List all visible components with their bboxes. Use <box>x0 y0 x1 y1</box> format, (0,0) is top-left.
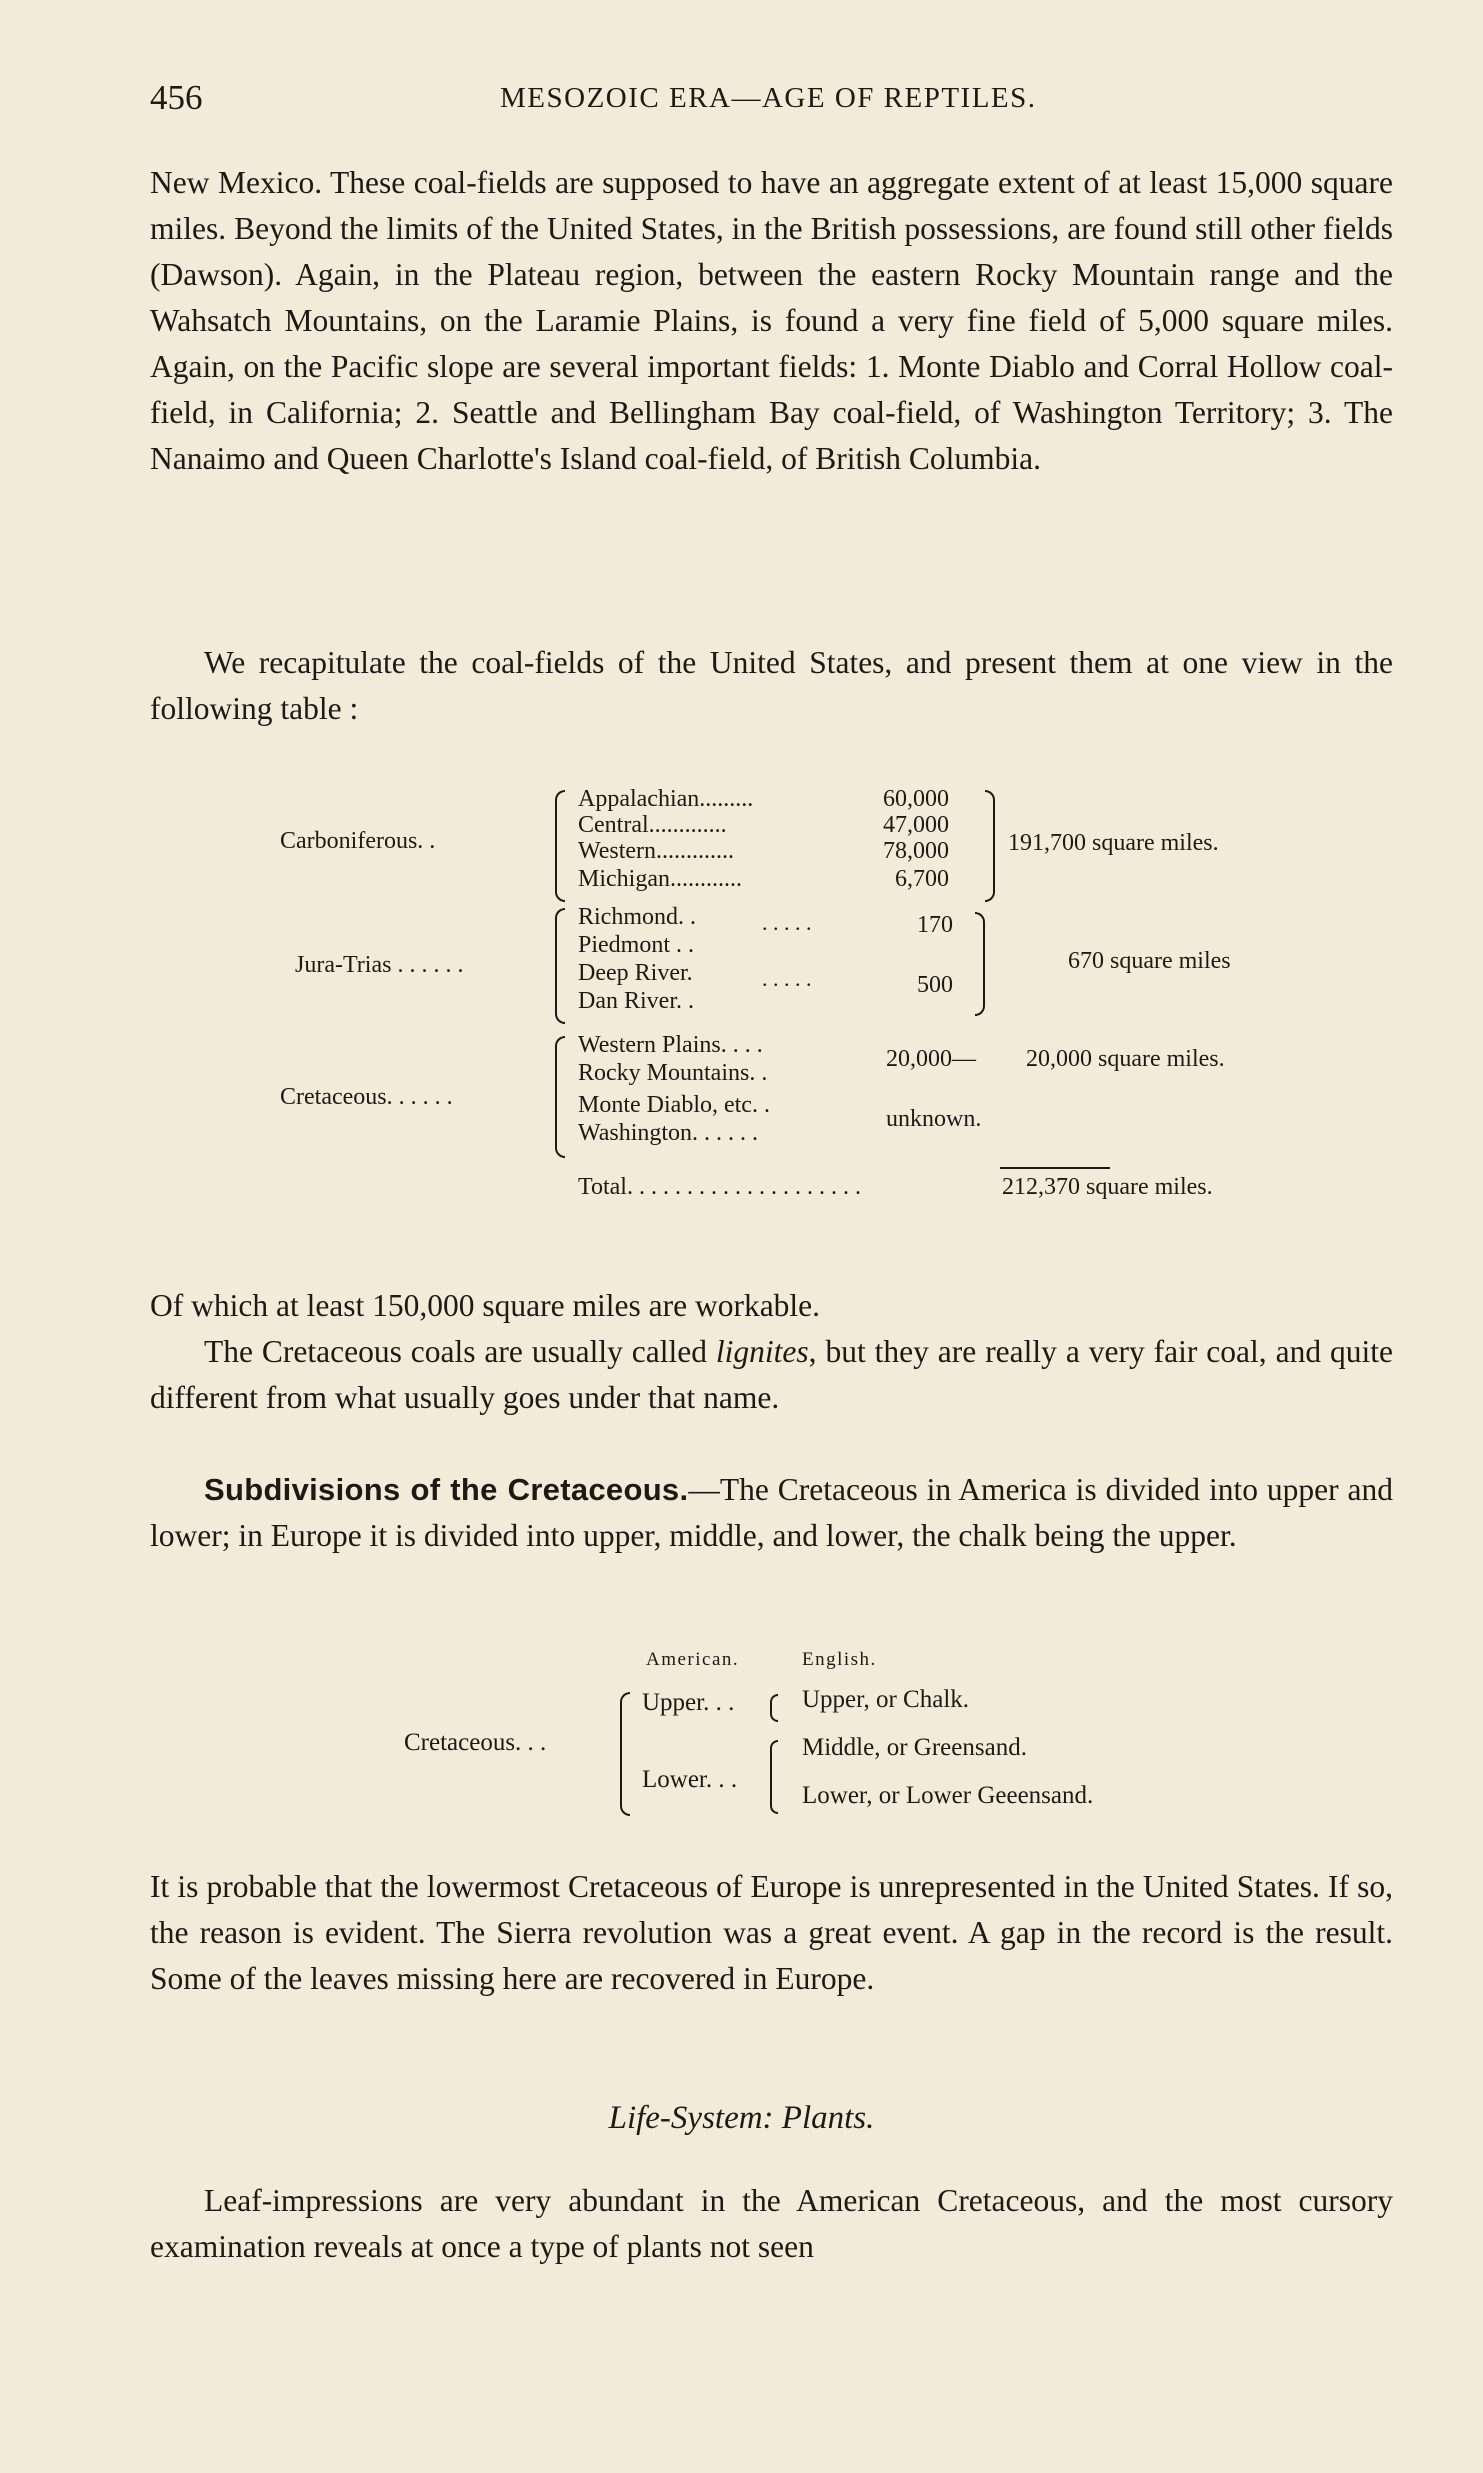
left-brace-jura-trias <box>555 908 565 1024</box>
section-title: Life-System: Plants. <box>608 2100 875 2136</box>
column-header-american: American. <box>646 1649 740 1670</box>
right-brace-jura-trias <box>975 912 985 1016</box>
table-row-name: Central............. <box>578 812 727 838</box>
paragraph-lignites <box>150 1329 1393 1421</box>
paragraph-leaf-impressions: Leaf-impressions are very abundant in the American Cretaceous, and the most cursory examination reveals at once a type of plants not seen <box>150 2183 1393 2264</box>
left-brace-subdivision <box>620 1692 630 1816</box>
lignites-text-before: The Cretaceous coals are usually called <box>204 1334 716 1369</box>
table-row-value: 78,000 <box>883 838 949 864</box>
subdivisions-heading: Subdivisions of the Cretaceous. <box>204 1472 689 1507</box>
left-brace-carboniferous <box>555 790 565 902</box>
table-row-name: Rocky Mountains. . <box>578 1060 768 1086</box>
group-label-jura-trias: Jura-Trias . . . . . . <box>295 952 464 978</box>
subtotal-jura-trias: 670 square miles <box>1068 948 1231 974</box>
paragraph-subdivisions <box>150 1467 1393 1559</box>
table-row-name: Deep River. <box>578 960 693 986</box>
right-brace-carboniferous <box>985 790 995 902</box>
table-row-value: unknown. <box>886 1106 982 1132</box>
american-lower: Lower. . . <box>642 1766 738 1793</box>
table-row-name: Western Plains. . . . <box>578 1032 763 1058</box>
table-row-value: 500 <box>917 972 953 998</box>
leader-dots: . . . . . <box>762 910 812 935</box>
table-row-name: Dan River. . <box>578 988 694 1014</box>
small-brace-upper <box>770 1694 778 1722</box>
table-row-name: Appalachian......... <box>578 786 754 812</box>
page-header <box>150 78 1380 128</box>
american-upper: Upper. . . <box>642 1689 735 1716</box>
table-row-value: 47,000 <box>883 812 949 838</box>
paragraph-recapitulate: We recapitulate the coal-fields of the United States, and present them at one view in the following table : <box>150 645 1393 726</box>
total-value: 212,370 square miles. <box>1002 1174 1213 1200</box>
english-lower: Lower, or Lower Geeensand. <box>802 1782 1094 1809</box>
english-upper: Upper, or Chalk. <box>802 1686 970 1713</box>
table-row-name: Monte Diablo, etc. . <box>578 1092 770 1118</box>
group-label-cretaceous: Cretaceous. . . . . . <box>280 1084 453 1110</box>
running-head: MESOZOIC ERA—AGE OF REPTILES. <box>500 82 1037 114</box>
table-row-name: Michigan............ <box>578 866 742 892</box>
lignites-term: lignites <box>715 1334 809 1369</box>
column-header-english: English. <box>802 1649 877 1670</box>
table-row-value: 20,000— <box>886 1046 976 1072</box>
paragraph-coal-fields: New Mexico. These coal-fields are supposed to have an aggregate extent of at least 15,000 square miles. Beyond the limits of the United States, in the British possessions, are found still other fields (Dawson). Again, in the Plateau region, between the eastern Rocky Mountain range and the Wahsatch Mountains, on the Laramie Plains, is found a very fine field of 5,000 square miles. Again, on the Pacific slope are several important fields: 1. Monte Diablo and Corral Hollow coal-field, in California; 2. Seattle and Bellingham Bay coal-field, of Washington Territory; 3. The Nanaimo and Queen Charlotte's Island coal-field, of British Columbia. <box>150 165 1393 476</box>
table-row-name: Richmond. . <box>578 904 696 930</box>
table-row-name: Washington. . . . . . <box>578 1120 759 1146</box>
subtotal-carboniferous: 191,700 square miles. <box>1008 830 1219 856</box>
subdivisions-text: —The Cretaceous in America is divided into upper and lower; in Europe it is divided into upper, middle, and lower, the chalk being the upper. <box>150 1472 1393 1553</box>
group-label-carboniferous: Carboniferous. . <box>280 828 436 854</box>
total-label: Total. . . . . . . . . . . . . . . . . . . . <box>578 1174 861 1200</box>
subtotal-cretaceous: 20,000 square miles. <box>1026 1046 1225 1072</box>
total-rule <box>1000 1167 1110 1169</box>
small-brace-lower <box>770 1740 778 1814</box>
subdivision-label-cretaceous: Cretaceous. . . <box>404 1729 547 1756</box>
english-middle: Middle, or Greensand. <box>802 1734 1027 1761</box>
paragraph-workable: Of which at least 150,000 square miles are workable. <box>150 1288 821 1323</box>
table-row-name: Piedmont . . <box>578 932 695 958</box>
lignites-text-after: , but they are really a very fair coal, and quite different from what usually goes under that name. <box>150 1334 1393 1415</box>
table-row-name: Western............. <box>578 838 735 864</box>
left-brace-cretaceous <box>555 1036 565 1158</box>
table-row-value: 6,700 <box>895 866 949 892</box>
leader-dots: . . . . . <box>762 966 812 991</box>
page-number: 456 <box>150 78 203 117</box>
table-row-value: 170 <box>917 912 953 938</box>
paragraph-unrepresented: It is probable that the lowermost Cretaceous of Europe is unrepresented in the United States. If so, the reason is evident. The Sierra revolution was a great event. A gap in the record is the result. Some of the leaves missing here are recovered in Europe. <box>150 1869 1393 1996</box>
table-row-value: 60,000 <box>883 786 949 812</box>
